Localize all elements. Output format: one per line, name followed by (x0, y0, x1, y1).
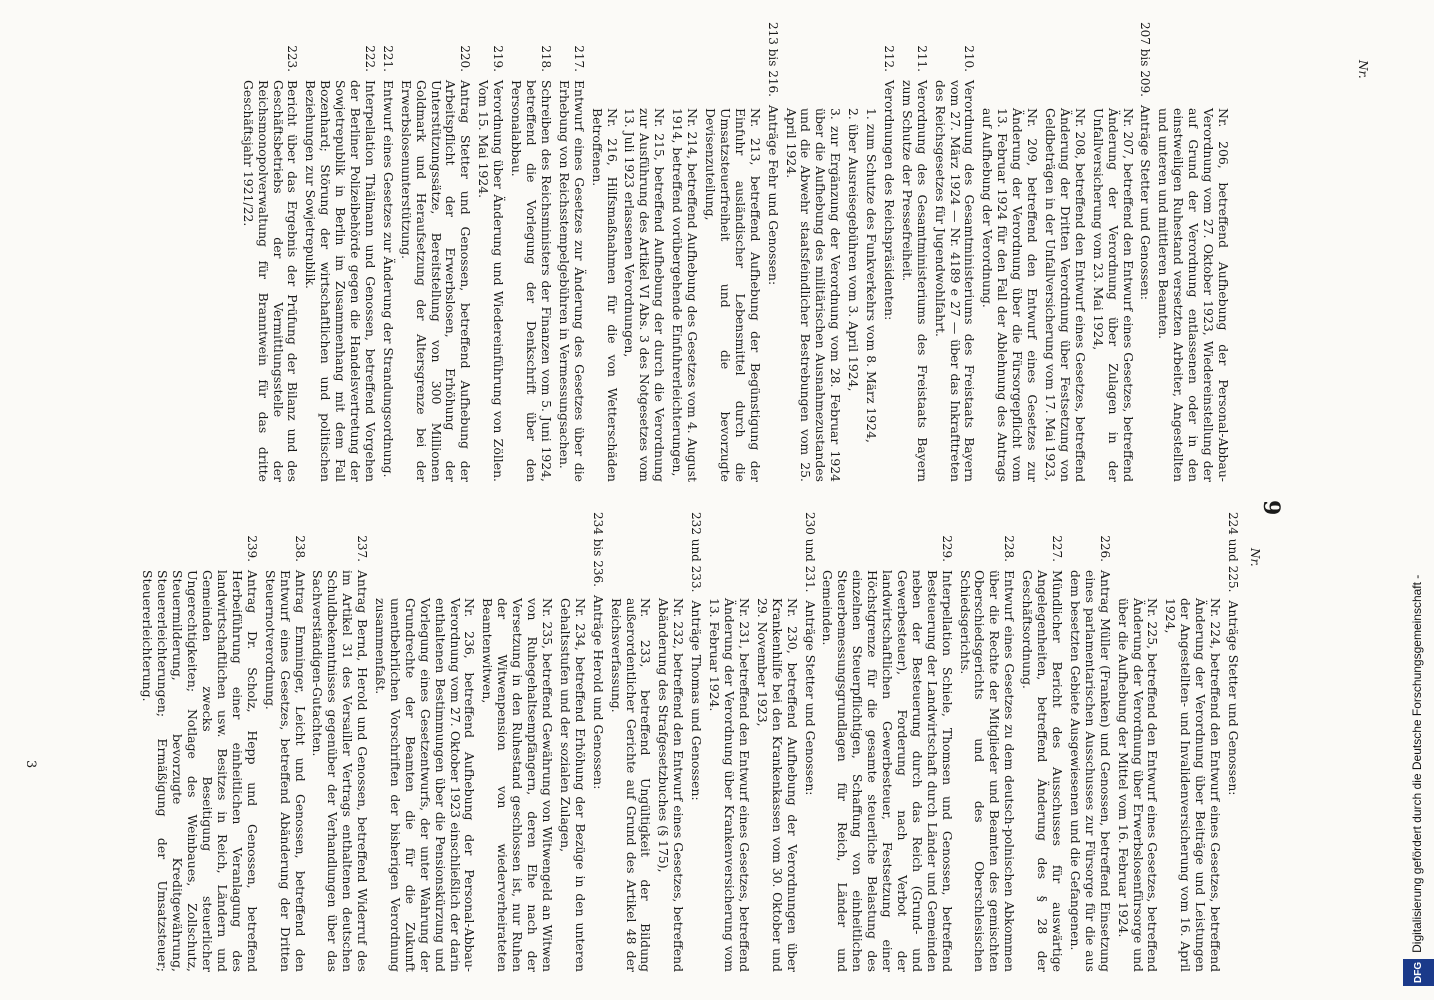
agenda-entry (1225, 512, 1240, 972)
entry-text: Nr. 232, betreffend den Entwurf eines Gesetzes, betreffend Abänderung des Strafgesetzbuches (§ 175), (656, 598, 687, 972)
entry-text: Antrag Müller (Franken) und Genossen, betreffend Einsetzung eines parlamentarischen Ausschusses zur Fürsorge für die aus dem besetzten Gebiete Ausgewiesenen und die Gefangenen. (1067, 570, 1113, 972)
entry-text: Nr. 225, betreffend den Entwurf eines Gesetzes, betreffend Änderung der Verordnung über Erwerbslosenfürsorge und über die Aufhebung der Mittel vom 16. Februar 1924. (1115, 598, 1161, 972)
agenda-entry (1138, 22, 1153, 482)
agenda-entry (398, 22, 473, 482)
agenda-entry (1090, 22, 1135, 482)
entry-number: 218. (538, 45, 553, 72)
agenda-entry (475, 22, 505, 482)
agenda-entry (1019, 512, 1064, 972)
agenda-entry (372, 512, 476, 972)
entry-number: 224 und 225. (1226, 512, 1240, 593)
entry-text: Mündlicher Bericht des Ausschusses für auswärtige Angelegenheiten, betreffend Änderung des § 28 der Geschäftsordnung. (1020, 570, 1066, 972)
agenda-entry (240, 22, 300, 482)
entry-number: 210. (962, 45, 977, 72)
entry-text: Bericht über das Ergebnis der Prüfung der Bilanz und des Geschäftsbetriebs der Vermittlungsstelle der Reichsmonopolverwaltung für Branntwein für das dritte Geschäftsjahr 1921/22. (240, 80, 301, 482)
agenda-entry (688, 512, 703, 972)
agenda-entry (140, 512, 259, 972)
entry-text: Antrag Dr. Scholz, Hepp und Genossen, betreffend Herbeiführung einer einheitlichen Veranlagung des landwirtschaftlichen usw. Besitzes in Reich, Ländern und Gemeinden zwecks Beseitigung steuerlicher Ungerechtigkeiten; Notlage des Weinbaues, Zollschutz, Steuermilderung, bevorzugte Kreditgewährung, Steuererleichterungen; Ermäßigung der Umsatzsteuer; Steuererleichterung. (140, 570, 260, 972)
entry-number (863, 22, 878, 80)
entry-text: Anträge Thomas und Genossen: (689, 600, 705, 801)
agenda-entry (557, 512, 587, 972)
entry-text: Verordnung des Gesamtministeriums des Freistaats Bayern zum Schutze der Pressefreiheit. (899, 80, 930, 482)
column-header-right: Nr. (1248, 548, 1262, 567)
entry-number: 211. (914, 45, 929, 72)
entry-text: Anträge Stetter und Genossen: (1226, 600, 1241, 796)
agenda-entry (881, 22, 896, 482)
agenda-entry (863, 22, 878, 482)
entry-text: Anträge Stetter und Genossen: (1138, 104, 1154, 301)
agenda-entry (669, 22, 699, 482)
digitization-credit (1402, 0, 1432, 1000)
right-column (137, 512, 1240, 972)
entry-text: 1. zum Schutze des Funkverkehrs vom 8. März 1924, (864, 108, 880, 443)
entry-number (845, 22, 860, 80)
agenda-entry (980, 22, 1040, 482)
entry-text: Nr. 235, betreffend Gewährung von Witwengeld an Witwen von Ruhegehaltsempfängern, deren Ehe nach der Versetzung in den Ruhestand geschlossen ist, nur Ruhen der Witwenpension von wiederverheirateten Beamtenwitwen, (480, 598, 556, 972)
agenda-entry (262, 512, 307, 972)
entry-number: 229. (939, 535, 954, 562)
entry-text: 2. über Ausreisegebühren vom 3. April 1924, (846, 108, 862, 392)
entry-text: 3. zur Ergänzung der Verordnung vom 28. Februar 1924 über die Aufhebung des militärischen Ausnahmezustandes und die Abwehr staatsfeindlicher Bestrebungen vom 25. April 1924. (783, 108, 844, 482)
agenda-entry (556, 22, 586, 482)
entry-number: 223. (285, 45, 300, 72)
entry-number: 212. (881, 45, 896, 72)
entry-text: Interpellation Schiele, Thomsen und Genossen, betreffend Besteuerung der Landwirtschaft durch Länder und Gemeinden neben der Besteuerung durch das Reich (Grund- und Gewerbesteuer), Forderung nach Verbot der landwirtschaftlichen Gewerbesteuer, Festsetzung einer Höchstgrenze für die gesamte steuerliche Belastung des einzelnen Steuerpflichtigen, Schaffung von einheitlichen Steuerbemessungsgrundlagen für Reich, Länder und Gemeinden. (820, 570, 955, 972)
entry-text: Nr. 215, betreffend Aufhebung der durch die Verordnung zur Ausführung des Artikel VI Abs. 3 des Notgesetzes vom 13. Juli 1923 erlassenen Verordnungen, (622, 108, 668, 482)
agenda-entry (589, 22, 619, 482)
agenda-entry (706, 512, 751, 972)
entry-number (589, 22, 619, 80)
entry-number (1115, 512, 1160, 570)
left-column (237, 22, 1230, 482)
entry-number: 226. (1097, 535, 1112, 562)
entry-text: Interpellation Thälmann und Genossen, betreffend Vorgehen der Berliner Polizeibehörde gegen die Handelsvertretung der Sowjetrepublik in Berlin im Zusammenhang mit dem Fall Bozenhard; Störung der wirtschaftlichen und politischen Beziehungen zur Sowjetrepublik. (303, 80, 378, 482)
agenda-entry (1042, 22, 1087, 482)
page-number: 9 (1258, 500, 1284, 516)
entry-text: Nr. 224, betreffend den Entwurf eines Gesetzes, betreffend Änderung der Verordnung über Beiträge und Leistungen der Angestellten- und Invalidenversicherung vom 16. April 1924, (1163, 598, 1224, 972)
agenda-entry (302, 22, 377, 482)
entry-number: 213 bis 216. (765, 22, 780, 97)
agenda-entry (754, 512, 799, 972)
entry-number (1162, 512, 1222, 570)
entry-number: 230 und 231. (802, 512, 817, 593)
agenda-entry (590, 512, 605, 972)
entry-text: Nr. 230, betreffend Aufhebung der Verordnungen über Krankenhilfe bei den Krankenkassen vom 30. Oktober und 29. November 1923, (754, 598, 800, 972)
entry-number (1090, 22, 1135, 80)
agenda-entry (655, 512, 685, 972)
agenda-entry (783, 22, 843, 482)
entry-text: Entwurf eines Gesetzes zur Änderung des Gesetzes über die Erhebung von Reichsstempelgebühren in Vermessungsachen. (556, 80, 587, 482)
agenda-entry (845, 22, 860, 482)
entry-number (622, 22, 667, 80)
entry-text: Entwurf eines Gesetzes zu dem deutsch-polnischen Abkommen über die Rechte der Mitglieder und Beamten des gemischten Oberschiedsgerichts und des Oberschlesischen Schiedsgerichts. (957, 570, 1018, 972)
agenda-entry (608, 512, 653, 972)
entry-text: Nr. 231, betreffend den Entwurf eines Gesetzes, betreffend Änderung der Verordnung über Krankenversicherung vom 13. Februar 1924. (707, 598, 752, 972)
entry-number (754, 512, 799, 570)
entry-text: Nr. 233, betreffend Ungültigkeit der Bildung außerordentlicher Gerichte auf Grund des Artikel 48 der Reichsverfassung. (608, 598, 654, 972)
agenda-entry (1067, 512, 1112, 972)
dfg-logo: DFG (1403, 959, 1434, 986)
agenda-entry (957, 512, 1017, 972)
entry-number: 220. (458, 45, 473, 72)
entry-number (1155, 22, 1230, 80)
entry-text: Schreiben des Reichsministers der Finanzen vom 5. Juni 1924, betreffend die Vorlegung der Denkschrift über den Personalabbau. (509, 80, 554, 482)
agenda-entry (765, 22, 780, 482)
entry-number (1042, 22, 1087, 80)
column-header-left: Nr. (1356, 60, 1370, 79)
agenda-entry (622, 22, 667, 482)
entry-number: 217. (571, 45, 586, 72)
entry-number: 234 bis 236. (590, 512, 605, 587)
entry-text: Nr. 234, betreffend Erhöhung der Bezüge in den unteren Gehaltsstufen und der sozialen Zulagen, (557, 598, 588, 972)
entry-number: 219. (491, 45, 506, 72)
agenda-entry (380, 22, 395, 482)
entry-number (372, 512, 476, 570)
entry-number: 222. (362, 45, 377, 72)
entry-text: Nr. 213, betreffend Aufhebung der Begünstigung der Einfuhr ausländischer Lebensmittel durch die Umsatzsteuerfreiheit und die bevorzugte Devisenzuteilung, (703, 108, 763, 482)
entry-number (980, 22, 1040, 80)
entry-number (783, 22, 843, 80)
entry-text: Nr. 206, betreffend Aufhebung der Personal-Abbau-Verordnung vom 27. Oktober 1923, Wiedereinstellung der auf Grund der Verordnung entlassenen oder in den einstweiligen Ruhestand versetzten Arbeiter, Angestellten und unteren und mittleren Beamten. (1156, 108, 1231, 482)
entry-number: 237. (355, 535, 370, 562)
entry-text: Nr. 214, betreffend Aufhebung des Gesetzes vom 4. August 1914, betreffend vorübergehende Einfuhrerleichterungen, (670, 108, 701, 482)
entry-text: Anträge Herold und Genossen: (590, 594, 606, 790)
entry-text: Nr. 209, betreffend den Entwurf eines Gesetzes zur Änderung der Verordnung über die Fürsorgepflicht vom 13. Februar 1924 für den Fall der Ablehnung des Antrags auf Aufhebung der Verordnung. (980, 108, 1041, 482)
entry-text: Nr. 207, betreffend den Entwurf eines Gesetzes, betreffend Änderung der Verordnung über Zulagen in der Unfallversicherung vom 23. Mai 1924, (1090, 108, 1136, 482)
entry-number: 238. (292, 535, 307, 562)
entry-text: Nr. 236, betreffend Aufhebung der Personal-Abbau-Verordnung vom 27. Oktober 1923 einschließlich der darin enthaltenen Bestimmungen über die Pensionskürzung und Vorlegung eines Gesetzentwurfs, der unter Wahrung der Grundrechte der Beamten die für die Zukunft unentbehrlichen Vorschriften der bisherigen Verordnung zusammenfaßt. (373, 598, 478, 972)
agenda-entry (480, 512, 555, 972)
entry-text: Nr. 208, betreffend den Entwurf eines Gesetzes, betreffend Änderung der Dritten Verordnung über Festsetzung von Geldbeträgen in der Unfallversicherung vom 17. Mai 1923, (1043, 108, 1088, 482)
agenda-entry (702, 22, 762, 482)
agenda-entry (1155, 22, 1230, 482)
agenda-entry (899, 22, 929, 482)
agenda-entry (802, 512, 817, 972)
entry-number (702, 22, 762, 80)
entry-text: Entwurf eines Gesetzes zur Änderung der Strandungsordnung. (380, 80, 396, 478)
entry-number (480, 512, 555, 570)
entry-number: 228. (1002, 535, 1017, 562)
entry-number: 207 bis 209. (1138, 22, 1153, 97)
entry-number: 227. (1050, 535, 1065, 562)
entry-text: Anträge Fehr und Genossen: (765, 104, 781, 286)
entry-text: Nr. 216, Hilfsmaßnahmen für die von Wetterschäden Betroffenen. (589, 108, 620, 482)
entry-number (557, 512, 587, 570)
entry-text: Verordnung über Änderung und Wiedereinführung von Zöllen. Vom 15. Mai 1924. (476, 80, 507, 482)
entry-text: Antrag Emminger, Leicht und Genossen, betreffend den Entwurf eines Gesetzes, betreffend Abänderung der Dritten Steuernotverordnung. (262, 570, 308, 972)
entry-number (655, 512, 685, 570)
entry-number: 232 und 233. (689, 512, 704, 593)
entry-number (706, 512, 751, 570)
entry-text: Anträge Stetter und Genossen: (802, 600, 818, 796)
entry-number (669, 22, 699, 80)
entry-text: Antrag Stetter und Genossen, betreffend Aufhebung der Arbeitspflicht der Erwerbslosen, Erhöhung der Unterstützungssätze, Bereitstellung von 300 Millionen Goldmark und Heraufsetzung der Altersgrenze bei der Erwerbslosenunterstützung. (398, 80, 474, 482)
signature-mark: 3 (23, 760, 38, 769)
credit-text: Digitalisierung gefördert durch die Deutsche Forschungsgemeinschaft - (1410, 574, 1424, 953)
entry-text: Antrag Bernd, Herold und Genossen, betreffend Widerruf des im Artikel 31 des Versailler Vertrags enthaltenen deutschen Schuldbekenntnisses gegenüber der Verhandlungen über das Sachverständigen-Gutachten. (310, 570, 371, 972)
agenda-entry (1162, 512, 1222, 972)
agenda-entry (932, 22, 977, 482)
entry-number: 221. (380, 45, 395, 72)
entry-number (608, 512, 653, 570)
agenda-entry (310, 512, 370, 972)
agenda-entry (1115, 512, 1160, 972)
agenda-entry (508, 22, 553, 482)
entry-number: 239. (244, 535, 259, 562)
entry-text: Verordnung des Gesamtministeriums des Freistaats Bayern vom 27. März 1924 — Nr. 4189 e 27 — über das Inkrafttreten des Reichsgesetzes für Jugendwohlfahrt. (932, 80, 978, 482)
entry-text: Verordnungen des Reichspräsidenten: (881, 80, 897, 321)
agenda-entry (820, 512, 954, 972)
